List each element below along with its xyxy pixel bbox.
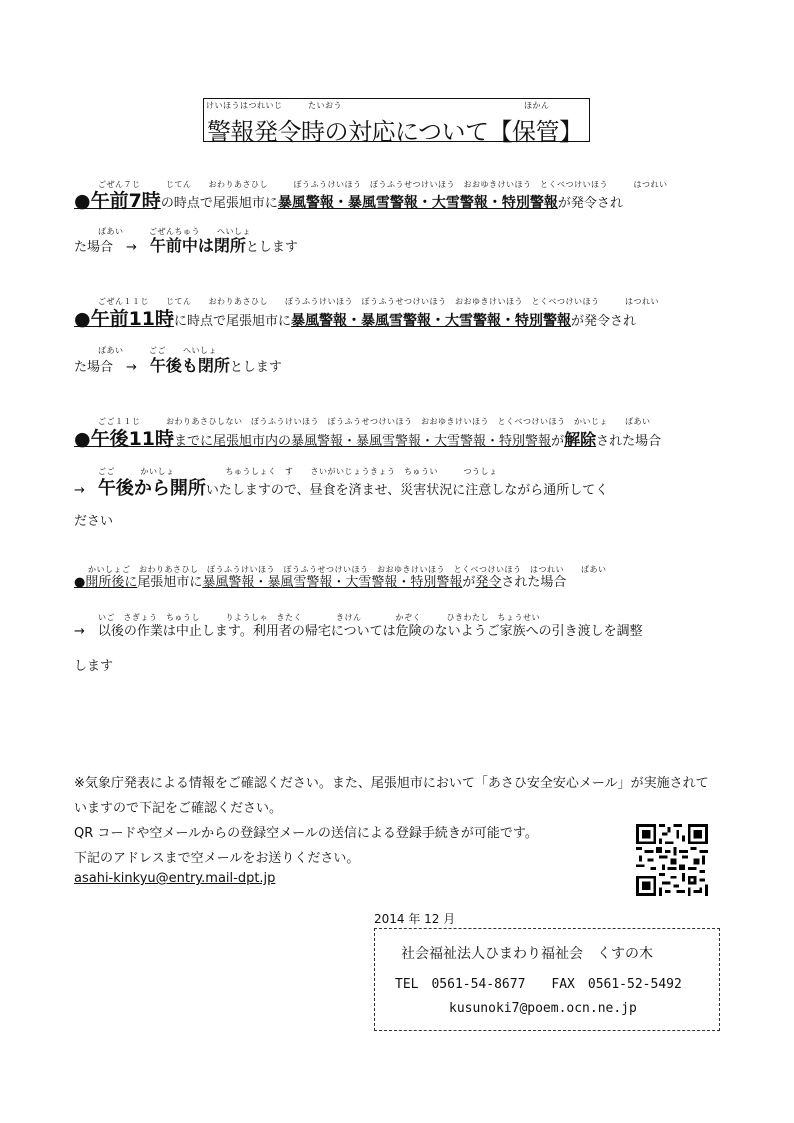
section2-warnings: 暴風警報・暴風雪警報・大雪警報・特別警報 [291,313,572,329]
section3-line3: ださい [74,514,114,529]
section3-ruby: ごご１１じ おわりあさひしない ぼうふうけいほう ぼうふうせつけいほう おおゆきけいほう とくべつけいほう かいじょ ばあい [98,417,651,426]
section4-tail: された場合 [501,575,567,590]
issue-date: 2014 年 12 月 [374,912,456,926]
registration-email-link[interactable]: asahi-kinkyu@entry.mail-dpt.jp [74,871,276,886]
section1-line2-pre: た場合 → [74,240,150,255]
section3-line2-bold: 午後から開所 [97,478,206,499]
section1-tail: が発令され [557,196,623,211]
section1-line2-post: とします [245,240,298,255]
section4-mid: 尾張旭市に [137,575,203,590]
section2-line2-pre: た場合 → [74,360,150,375]
section1-lead: ●午前7時 [74,190,161,212]
section4-line3: します [74,659,114,674]
section2-ruby: ごぜん１１じ じてん おわりあさひし ぼうふうけいほう ぼうふうせつけいほう おおゆきけいほう とくべつけいほう はつれい [98,297,659,306]
section4-line1 [74,571,566,590]
title-ruby: けいほうはつれいじ たいおう [206,101,342,110]
section2-lead: ●午前11時 [74,308,175,330]
note-line3: QR コードや空メールからの登録空メールの送信による登録手続きが可能です。 [74,826,538,841]
section1-mid: の時点で尾張旭市に [160,196,278,211]
section2-ruby2: ばあい ごご へいしょ [98,346,217,355]
section2-tail: が発令され [571,314,637,329]
section4-ruby: かいしょご おわりあさひし ぼうふうけいほう ぼうふうせつけいほう おおゆきけいほう とくべつけいほう はつれい ばあい [88,565,607,574]
note-line2: いますので下記をご確認ください。 [74,801,283,816]
note-line1: ※気象庁発表による情報をご確認ください。また、尾張旭市において「あさひ安全安心メール」が実施されて [74,776,709,791]
section1-ruby2: ばあい ごぜんちゅう へいしょ [98,227,251,236]
section4-mid2: が [462,575,476,590]
section3-mid2: が [551,434,565,449]
section3-line2-pre: → [74,483,98,498]
qr-code-icon [636,824,708,896]
section4-lead: ●開所後に [74,575,138,590]
contact-email[interactable]: kusunoki7@poem.ocn.ne.jp [449,1001,637,1016]
section3-mid: までに尾張旭市内の [174,434,292,449]
section2-line1 [74,304,636,331]
section3-line2-post: いたしますので、昼食を済ませ、災害状況に注意しながら通所してく [205,483,609,498]
section3-warnings: 暴風警報・暴風雪警報・大雪警報・特別警報 [291,434,552,449]
section2-mid: に時点で尾張旭市に [174,314,292,329]
section3-line1 [74,424,661,451]
section3-ruby2: ごご かいしょ ちゅうしょく す さいがいじょうきょう ちゅうい つうしょ [98,467,498,476]
section1-warnings: 暴風警報・暴風雪警報・大雪警報・特別警報 [277,195,558,211]
section1-line2-bold: 午前中は閉所 [149,236,246,255]
org-name: 社会福祉法人ひまわり福祉会 くすの木 [401,946,653,962]
title-box [203,98,590,146]
section2-line2-bold: 午後も閉所 [149,356,230,375]
section2-line2-post: とします [229,360,282,375]
section4-ruby2: いご さぎょう ちゅうし りようしゃ きたく きけん かぞく ひきわたし ちょうせい [98,613,540,622]
section1-line1 [74,186,623,213]
contact-box [374,928,720,1031]
section1-line2 [74,233,298,256]
section3-lift: 解除 [564,430,597,449]
section3-lead: ●午後11時 [74,428,175,450]
note-line4: 下記のアドレスまで空メールをお送りください。 [74,851,360,866]
section4-warnings: 暴風警報・暴風雪警報・大雪警報・特別警報 [202,575,463,590]
section1-ruby: ごぜん７じ じてん おわりあさひし ぼうふうけいほう ぼうふうせつけいほう おおゆきけいほう とくべつけいほう はつれい [98,180,668,189]
phone-fax: TEL 0561-54-8677 FAX 0561-52-5492 [395,977,682,992]
section4-issue: 発令 [475,575,502,590]
page-title: 警報発令時の対応について【保管】 [207,118,583,146]
section2-line2 [74,353,282,376]
section4-line2: → 以後の作業は中止します。利用者の帰宅については危険のないようご家族への引き渡しを調整 [74,624,643,639]
section3-tail: された場合 [596,434,662,449]
section3-line2 [74,474,608,500]
title-ruby-right: ほかん [524,101,550,110]
